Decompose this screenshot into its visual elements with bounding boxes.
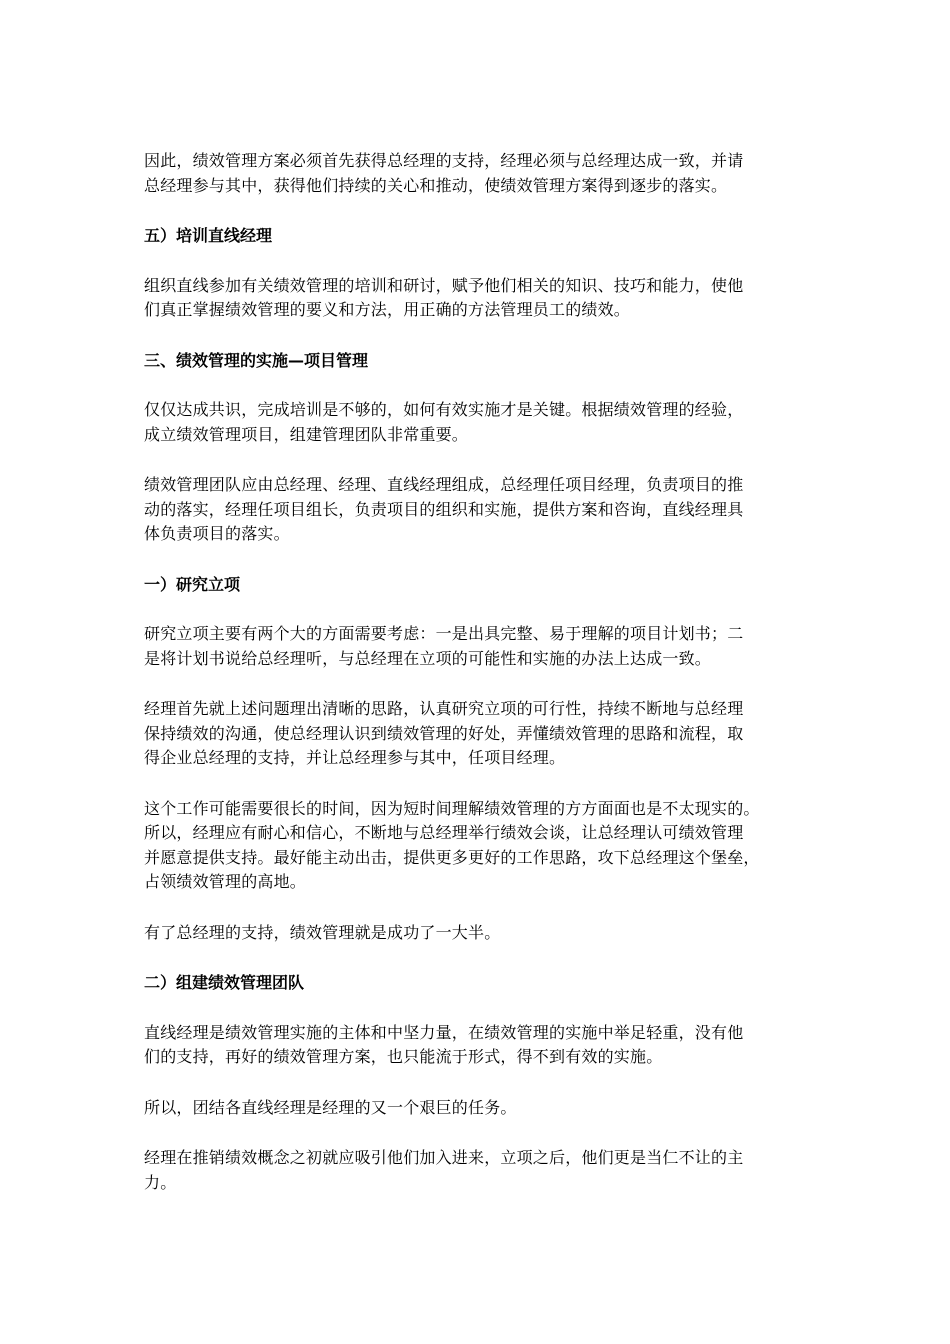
body-paragraph	[144, 274, 806, 323]
spacer	[144, 249, 806, 274]
paragraph-line: 力。	[144, 1172, 177, 1192]
paragraph-line: 因此，绩效管理方案必须首先获得总经理的支持，经理必须与总经理达成一致，并请	[144, 151, 744, 170]
paragraph-line: 占领绩效管理的高地。	[144, 872, 307, 891]
paragraph-line: 仅仅达成共识，完成培训是不够的，如何有效实施才是关键。根据绩效管理的经验，	[144, 400, 744, 419]
spacer	[144, 945, 806, 971]
paragraph-line: 成立绩效管理项目，组建管理团队非常重要。	[144, 424, 469, 444]
spacer	[144, 447, 806, 473]
document-content	[144, 149, 806, 1195]
body-paragraph	[144, 697, 806, 771]
body-paragraph	[144, 921, 806, 946]
body-paragraph	[144, 1096, 806, 1121]
paragraph-line: 总经理参与其中，获得他们持续的关心和推动，使绩效管理方案得到逐步的落实。	[144, 175, 728, 195]
spacer	[144, 547, 806, 573]
paragraph-line: 体负责项目的落实。	[144, 524, 290, 543]
spacer	[144, 895, 806, 921]
paragraph-line: 们的支持，再好的绩效管理方案，也只能流于形式，得不到有效的实施。	[144, 1047, 663, 1066]
paragraph-line: 经理首先就上述问题理出清晰的思路，认真研究立项的可行性，持续不断地与总经理	[144, 699, 744, 718]
section-heading: 一）研究立项	[144, 574, 241, 594]
spacer	[144, 996, 806, 1021]
spacer	[144, 597, 806, 622]
section-heading: 三、绩效管理的实施—项目管理	[144, 350, 369, 370]
paragraph-line: 有了总经理的支持，绩效管理就是成功了一大半。	[144, 922, 501, 942]
paragraph-line: 保持绩效的沟通，使总经理认识到绩效管理的好处，弄懂绩效管理的思路和流程，取	[144, 723, 744, 743]
paragraph-line: 研究立项主要有两个大的方面需要考虑：一是出具完整、易于理解的项目计划书；二	[144, 624, 744, 643]
paragraph-line: 并愿意提供支持。最好能主动出击，提供更多更好的工作思路，攻下总经理这个堡垒，	[144, 847, 760, 867]
paragraph-line: 经理在推销绩效概念之初就应吸引他们加入进来，立项之后，他们更是当仁不让的主	[144, 1148, 744, 1167]
paragraph-line: 得企业总经理的支持，并让总经理参与其中，任项目经理。	[144, 748, 566, 767]
spacer	[144, 671, 806, 697]
spacer	[144, 373, 806, 398]
body-paragraph	[144, 473, 806, 547]
spacer	[144, 771, 806, 797]
paragraph-line: 这个工作可能需要很长的时间，因为短时间理解绩效管理的方方面面也是不太现实的。	[144, 798, 760, 818]
paragraph-line: 绩效管理团队应由总经理、经理、直线经理组成，总经理任项目经理，负责项目的推	[144, 475, 744, 494]
document-page	[144, 149, 806, 1195]
body-paragraph	[144, 149, 806, 198]
body-paragraph	[144, 1146, 806, 1195]
paragraph-line: 是将计划书说给总经理听，与总经理在立项的可能性和实施的办法上达成一致。	[144, 648, 712, 668]
spacer	[144, 1120, 806, 1146]
section-heading: 二）组建绩效管理团队	[144, 973, 305, 992]
paragraph-line: 动的落实，经理任项目组长，负责项目的组织和实施，提供方案和咨询，直线经理具	[144, 499, 744, 519]
paragraph-line: 所以，团结各直线经理是经理的又一个艰巨的任务。	[144, 1097, 517, 1117]
paragraph-line: 们真正掌握绩效管理的要义和方法，用正确的方法管理员工的绩效。	[144, 300, 631, 319]
section-heading: 五）培训直线经理	[144, 226, 273, 245]
spacer	[144, 323, 806, 349]
body-paragraph	[144, 1021, 806, 1070]
body-paragraph	[144, 622, 806, 671]
body-paragraph	[144, 797, 806, 895]
spacer	[144, 198, 806, 224]
paragraph-line: 组织直线参加有关绩效管理的培训和研讨，赋予他们相关的知识、技巧和能力，使他	[144, 275, 744, 295]
paragraph-line: 直线经理是绩效管理实施的主体和中坚力量，在绩效管理的实施中举足轻重，没有他	[144, 1022, 744, 1042]
body-paragraph	[144, 398, 806, 447]
spacer	[144, 1070, 806, 1096]
paragraph-line: 所以，经理应有耐心和信心，不断地与总经理举行绩效会谈，让总经理认可绩效管理	[144, 823, 744, 842]
